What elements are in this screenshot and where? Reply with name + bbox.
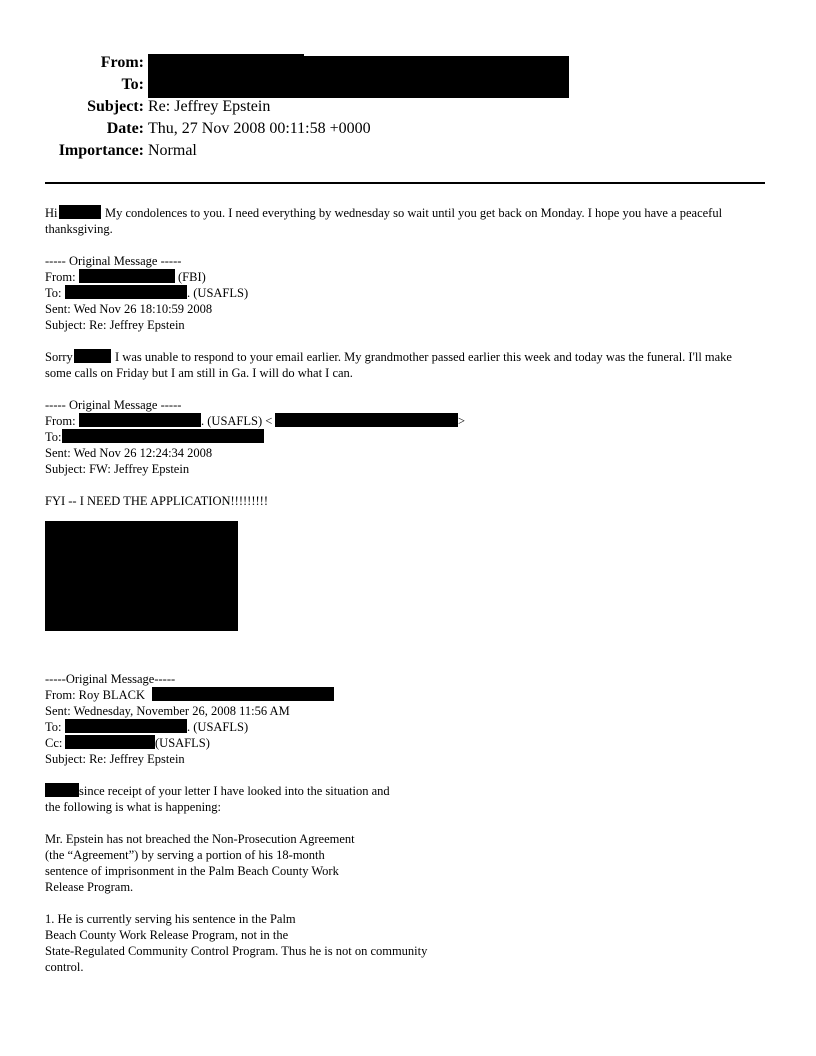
orig1-from-prefix: From: xyxy=(45,270,76,284)
importance-label: Importance: xyxy=(58,142,144,159)
from-label: From: xyxy=(100,54,144,71)
orig1-body-redaction xyxy=(74,349,111,363)
orig2-subject: Subject: FW: Jeffrey Epstein xyxy=(45,462,190,476)
orig1-from-redaction xyxy=(79,269,175,283)
date-value: Thu, 27 Nov 2008 00:11:58 +0000 xyxy=(148,120,371,137)
orig3-sent: Sent: Wednesday, November 26, 2008 11:56 AM xyxy=(45,704,290,718)
orig3-cc-prefix: Cc: xyxy=(45,736,63,750)
orig3-from: From: Roy BLACK xyxy=(45,688,146,702)
header-divider xyxy=(45,182,765,184)
date-label: Date: xyxy=(106,120,144,137)
orig3-p2-line3: sentence of imprisonment in the Palm Beach County Work xyxy=(45,864,339,878)
signature-block-redaction xyxy=(45,521,238,631)
subject-label: Subject: xyxy=(87,98,144,115)
orig3-divider: -----Original Message----- xyxy=(45,672,176,686)
orig1-to-prefix: To: xyxy=(45,286,62,300)
orig3-to-suffix: . (USAFLS) xyxy=(187,720,249,734)
orig1-to-suffix: . (USAFLS) xyxy=(187,286,249,300)
orig2-from-end: > xyxy=(458,414,466,428)
orig1-to-redaction xyxy=(65,285,187,299)
orig1-sent: Sent: Wed Nov 26 18:10:59 2008 xyxy=(45,302,213,316)
msg1-name-redaction xyxy=(59,205,101,219)
orig1-divider: ----- Original Message ----- xyxy=(45,254,182,268)
orig3-from-redaction xyxy=(152,687,334,701)
to-redaction xyxy=(148,56,569,98)
orig2-to-prefix: To: xyxy=(45,430,62,444)
orig1-body: I was unable to respond to your email earlier. My grandmother passed earlier this week and today was the funeral. I'll make xyxy=(115,350,732,364)
orig1-from-suffix: (FBI) xyxy=(178,270,206,284)
orig3-to-redaction xyxy=(65,719,187,733)
importance-value: Normal xyxy=(148,142,197,159)
orig3-p3-line2: Beach County Work Release Program, not in the xyxy=(45,928,289,942)
orig2-from-redaction xyxy=(79,413,201,427)
orig3-p2-line1: Mr. Epstein has not breached the Non-Prosecution Agreement xyxy=(45,832,355,846)
orig1-body-line2: some calls on Friday but I am still in Ga. I will do what I can. xyxy=(45,366,353,380)
orig2-to-redaction xyxy=(62,429,264,443)
subject-value: Re: Jeffrey Epstein xyxy=(148,98,271,115)
orig3-p1-line2: the following is what is happening: xyxy=(45,800,222,814)
orig3-to-prefix: To: xyxy=(45,720,62,734)
orig3-p3-line4: control. xyxy=(45,960,84,974)
orig2-from-prefix: From: xyxy=(45,414,76,428)
orig2-from-mid: . (USAFLS) < xyxy=(201,414,273,428)
orig3-subject: Subject: Re: Jeffrey Epstein xyxy=(45,752,185,766)
orig2-divider: ----- Original Message ----- xyxy=(45,398,182,412)
orig1-subject: Subject: Re: Jeffrey Epstein xyxy=(45,318,185,332)
orig3-salutation-redaction xyxy=(45,783,79,797)
msg1-body: My condolences to you. I need everything by wednesday so wait until you get back on Monday. I hope you have a peaceful xyxy=(105,206,723,220)
orig3-p1-line1: since receipt of your letter I have looked into the situation and xyxy=(79,784,390,798)
msg1-greeting: Hi xyxy=(45,206,58,220)
orig3-cc-suffix: (USAFLS) xyxy=(155,736,210,750)
orig3-p3-line1: 1. He is currently serving his sentence in the Palm xyxy=(45,912,296,926)
orig3-p3-line3: State-Regulated Community Control Program. Thus he is not on community xyxy=(45,944,428,958)
orig3-cc-redaction xyxy=(65,735,155,749)
msg1-body-line2: thanksgiving. xyxy=(45,222,113,236)
orig2-email-redaction xyxy=(275,413,458,427)
orig3-p2-line2: (the “Agreement”) by serving a portion of his 18-month xyxy=(45,848,325,862)
orig1-body-start: Sorry xyxy=(45,350,73,364)
orig2-fyi: FYI -- I NEED THE APPLICATION!!!!!!!!! xyxy=(45,494,268,508)
to-label: To: xyxy=(121,76,144,93)
orig2-sent: Sent: Wed Nov 26 12:24:34 2008 xyxy=(45,446,213,460)
orig3-p2-line4: Release Program. xyxy=(45,880,134,894)
